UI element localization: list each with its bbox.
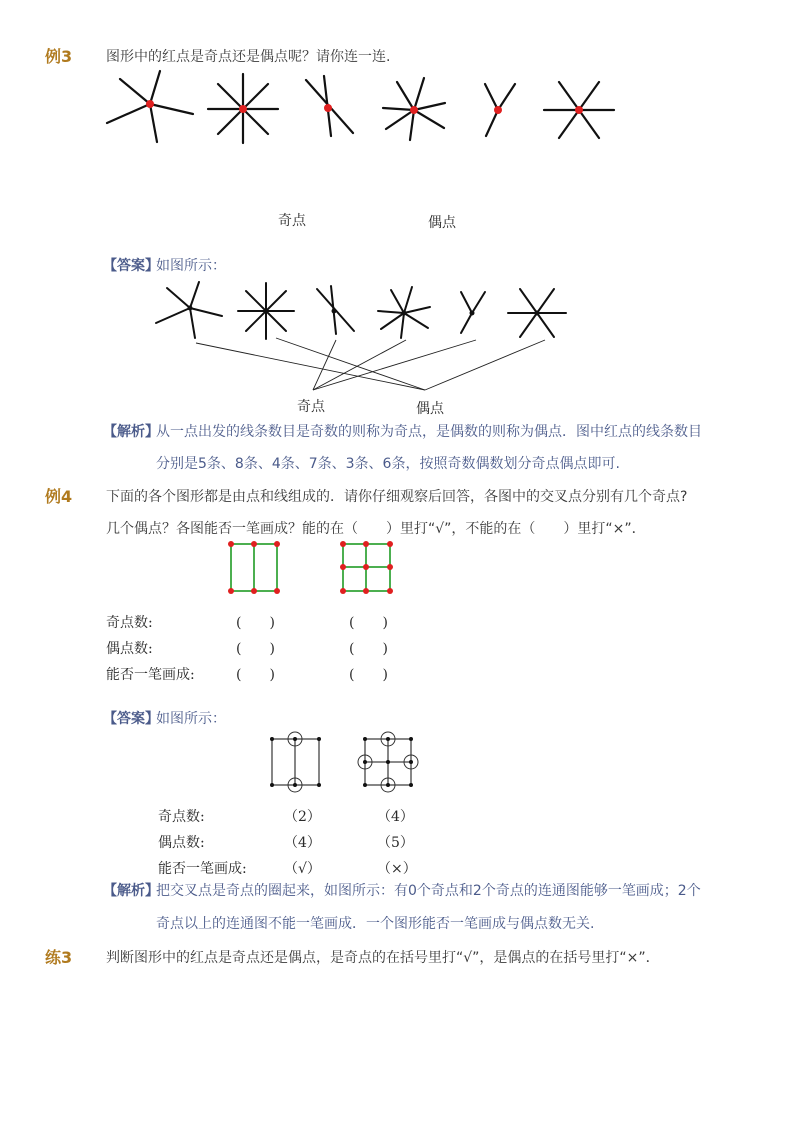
even-count-fig1-blank[interactable]: ( ) [236,641,275,657]
even-count-label: 偶点数: [106,641,153,657]
analysis-label-2: 【解析】 [103,883,159,899]
example-4-question-line-2: 几个偶点？各图能否一笔画成？能的在（ ）里打“√”，不能的在（ ）里打“×”． [106,521,646,537]
one-stroke-fig1-blank[interactable]: ( ) [236,667,275,683]
practice-3-question: 判断图形中的红点是奇点还是偶点，是奇点的在括号里打“√”，是偶点的在括号里打“×”． [106,950,660,966]
answer-even-count-label: 偶点数: [158,835,205,851]
answer-one-stroke-label: 能否一笔画成: [158,861,247,877]
practice-3-tag: 练3 [45,948,73,967]
one-stroke-label: 能否一笔画成: [106,667,195,683]
answer-one-stroke-fig1: （√） [284,861,321,877]
odd-count-fig1-blank[interactable]: ( ) [236,615,275,631]
one-stroke-fig2-blank[interactable]: ( ) [349,667,388,683]
even-count-fig2-blank[interactable]: ( ) [349,641,388,657]
answer-label: 【答案】 [103,258,159,274]
answer-odd-count-fig2: （4） [377,809,414,825]
answer-label-2: 【答案】 [103,711,159,727]
odd-count-fig2-blank[interactable]: ( ) [349,615,388,631]
analysis-line-2: 分别是5条、8条、4条、7条、3条、6条，按照奇数偶数划分奇点偶点即可. [156,456,620,472]
answer-even-count-fig1: （4） [284,835,321,851]
answer-text-2: 如图所示： [156,711,226,727]
analysis-2-line-2: 奇点以上的连通图不能一笔画成．一个图形能否一笔画成与偶点数无关. [156,916,595,932]
even-point-label: 偶点 [428,215,456,231]
odd-count-label: 奇点数: [106,615,153,631]
example-4-question-line-1: 下面的各个图形都是由点和线组成的．请你仔细观察后回答，各图中的交叉点分别有几个奇点? [106,489,688,505]
analysis-line-1: 从一点出发的线条数目是奇数的则称为奇点，是偶数的则称为偶点．图中红点的线条数目 [156,424,702,440]
answer-odd-count-fig1: （2） [284,809,321,825]
analysis-2-line-1: 把交叉点是奇点的圈起来，如图所示：有0个奇点和2个奇点的连通图能够一笔画成；2个 [156,883,701,899]
answer-odd-count-label: 奇点数: [158,809,205,825]
answer-even-count-fig2: （5） [377,835,414,851]
answer-one-stroke-fig2: （×） [377,861,417,877]
odd-point-label: 奇点 [278,213,306,229]
analysis-label: 【解析】 [103,424,159,440]
example-4-tag: 例4 [45,487,73,506]
answer-text: 如图所示： [156,258,226,274]
example-3-tag: 例3 [45,47,73,66]
example-3-question: 图形中的红点是奇点还是偶点呢？请你连一连. [106,49,391,65]
answer-odd-label: 奇点 [297,399,325,415]
answer-even-label: 偶点 [416,401,444,417]
